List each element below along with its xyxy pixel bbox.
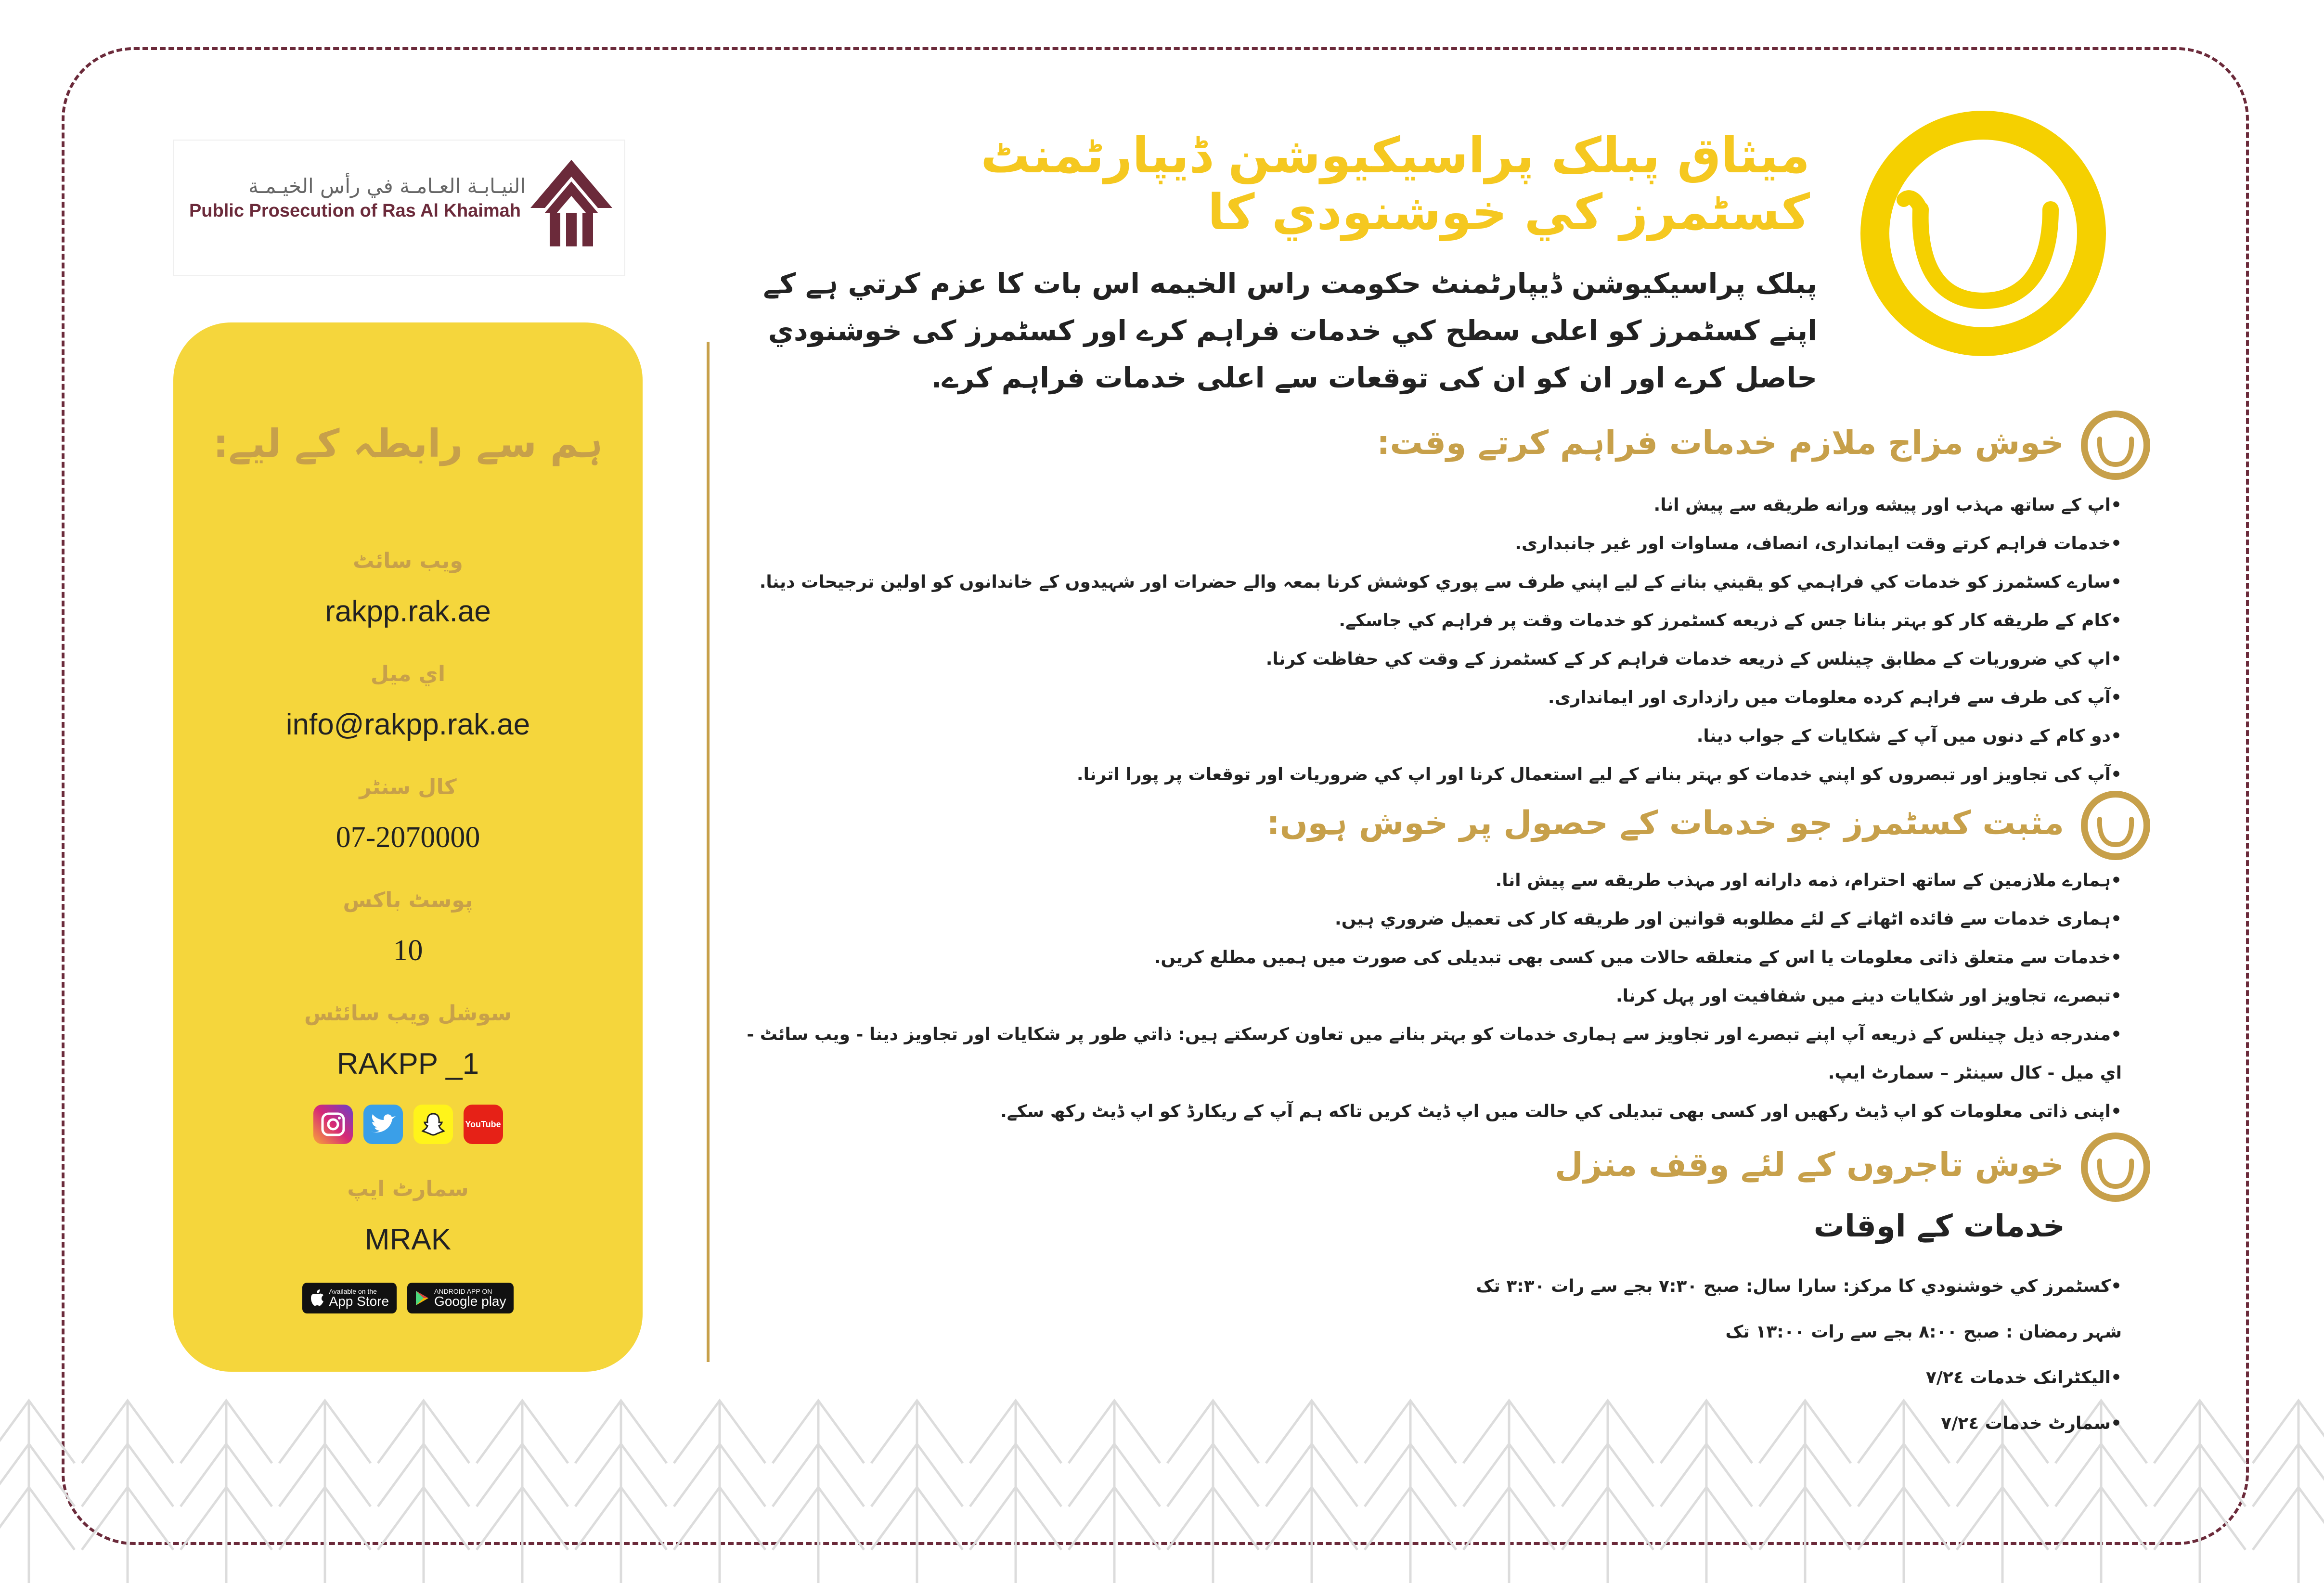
intro-paragraph: پبلک پراسيکيوشن ڈيپارٹمنٹ حکومت راس الخيمه اس بات کا عزم کرتي ہے کے اپنے کسٹمرز کو اعلی سطح کي خدمات فراہم کرے اور کسٹمرز کی خوشنودي حاصل کرے اور ان کو ان کی توقعات سے اعلی خدمات فراہم کرے. [763,267,1817,394]
section-smile-icon [2079,789,2152,862]
smart-app-label: سمارٹ ایپ [347,1177,469,1201]
list-item: •سمارٹ خدمات ۷/۲٤ [1941,1414,2122,1433]
website-link[interactable]: rakpp.rak.ae [325,595,491,628]
pobox-label: پوسٹ باکس [343,888,473,913]
list-item: •خدمات فراہم کرتے وقت ایمانداری، انصاف، مساوات اور غیر جانبداری. [1515,534,2122,553]
service-hours-title: خدمات کے اوقات [1813,1209,2065,1244]
list-item: •اپ کي ضروريات کے مطابق چینلس کے ذريعه خدمات فراہم کر کے کسٹمرز کے وقت کي حفاظت کرنا. [1265,649,2122,669]
section-1-list [726,486,2122,794]
app-store-small-text: Available on the [329,1287,377,1295]
call-center-number[interactable]: 07-2070000 [336,821,480,854]
list-item: •ہمارے ملازمین کے ساتھ احترام، ذمه دارانه اور مہذب طريقه سے پیش انا. [1495,871,2122,890]
section-smile-icon [2079,1131,2152,1203]
vertical-divider [707,342,710,1362]
app-store-badges [173,1283,643,1313]
section-2-title: مثبت کسٹمرز جو خدمات کے حصول پر خوش ہوں: [1266,804,2064,842]
list-item: •آپ کی طرف سے فراہم کرده معلومات میں رازداری اور ایمانداری. [1548,688,2122,708]
list-item: •اپ کے ساتھ مہذب اور پیشه ورانه طريقه سے پیش انا. [1653,495,2122,515]
smart-app-name[interactable]: MRAK [364,1223,452,1256]
list-item: •کسٹمرز کي خوشنودي کا مرکز: سارا سال: صبح ۷:۳۰ بجے سے رات ۳:۳۰ تک [1476,1276,2122,1296]
contact-heading: ہم سے رابطہ کے لیے: [213,421,603,466]
twitter-icon[interactable] [363,1105,403,1144]
section-3-title: خوش تاجروں کے لئے وقف منزل [1555,1146,2064,1184]
section-1-title: خوش مزاج ملازم خدمات فراہم کرتے وقت: [1377,424,2064,462]
logo-english-text: Public Prosecution of Ras Al Khaimah [189,201,521,221]
app-store-big-text: App Store [329,1294,389,1309]
youtube-icon-label: YouTube [465,1119,501,1129]
list-item: •سارے کسٹمرز کو خدمات کي فراہمي کو يقيني بنانے کے لیے اپني طرف سے پوري کوشش کرنا بمعہ والے حضرات اور شہیدوں کے خاندانوں کو اولین ترجیحات دینا. [759,572,2122,592]
list-item: •مندرجه ذیل چینلس کے ذریعه آپ اپنے تبصرے اور تجاویز سے ہماری خدمات کو بہتر بنانے میں تعاون کرسکتے ہیں: ذاتي طور پر شکایات اور تجاویز دینا - ویب سائٹ - اي ميل - کال سینٹر – سمارٹ ایپ. [747,1025,2122,1083]
list-item: •کام کے طريقه کار کو بہتر بنانا جس کے ذريعه کسٹمرز کو خدمات وقت پر فراہم کي جاسکے. [1339,611,2122,631]
google-play-small-text: ANDROID APP ON [434,1287,492,1295]
call-center-label: کال سنٹر [359,775,457,799]
google-play-button[interactable] [407,1283,514,1313]
list-item: •خدمات سے متعلق ذاتی معلومات یا اس کے متعلقه حالات میں کسی بھی تبدیلی کی صورت میں ہمیں مطلع کریں. [1154,948,2122,967]
email-link[interactable]: info@rakpp.rak.ae [285,708,530,741]
pobox-value: 10 [393,934,423,967]
contact-card [173,322,643,1372]
youtube-icon[interactable] [464,1105,503,1144]
list-item: •ہماری خدمات سے فائده اٹھانے کے لئے مطلوبه قوانین اور طريقه کار کی تعمیل ضروري ہیں. [1335,909,2122,929]
list-item: •تبصرے، تجاویز اور شکایات دینے میں شفافیت اور پہل کرنا. [1615,986,2122,1006]
apple-icon [310,1289,324,1307]
website-label: ویب سائٹ [353,549,463,573]
instagram-icon[interactable] [313,1105,353,1144]
service-hours-list [1400,1263,2122,1446]
logo-arabic-text: النيـابـة العـامـة في رأس الخيـمـة [248,174,526,198]
logo [173,140,625,276]
page-title: ميثاق پبلک پراسيکيوشن ڈيپارٹمنٹ کسٹمرز کي خوشنودي کا [981,127,1810,241]
list-item: •الیکٹرانک خدمات ۷/۲٤ [1925,1368,2122,1388]
google-play-big-text: Google play [434,1294,506,1309]
list-item: •اپنی ذاتی معلومات کو اپ ڈیٹ رکھیں اور کسی بھی تبدیلی کي حالت میں اپ ڈیٹ کریں تاکه ہم آپ کے ریکارڈ کو اپ ڈیٹ رکھ سکے. [1000,1102,2122,1121]
social-label: سوشل ویب سائٹس [304,1001,512,1026]
smile-logo-icon [1848,99,2118,368]
list-item: شہر رمضان : صبح ۸:۰۰ بجے سے رات ۱۳:۰۰ تک [1725,1322,2122,1342]
social-handle[interactable]: RAKPP _1 [336,1047,479,1081]
section-2-list [726,862,2122,1131]
list-item: •دو کام کے دنوں میں آپ کے شکایات کے جواب دینا. [1696,726,2122,746]
prosecution-logo-icon [526,155,617,251]
list-item: •آپ کی تجاويز اور تبصروں کو اپني خدمات کو بہتر بنانے کے لیے استعمال کرنا اور اپ کي ضروریات اور توقعات پر پورا اترنا. [1076,765,2122,785]
email-label: اي ميل [370,662,446,686]
snapchat-icon[interactable] [413,1105,453,1144]
google-play-icon [415,1290,429,1306]
social-icons [173,1105,643,1144]
section-smile-icon [2079,409,2152,481]
app-store-button[interactable] [302,1283,397,1313]
